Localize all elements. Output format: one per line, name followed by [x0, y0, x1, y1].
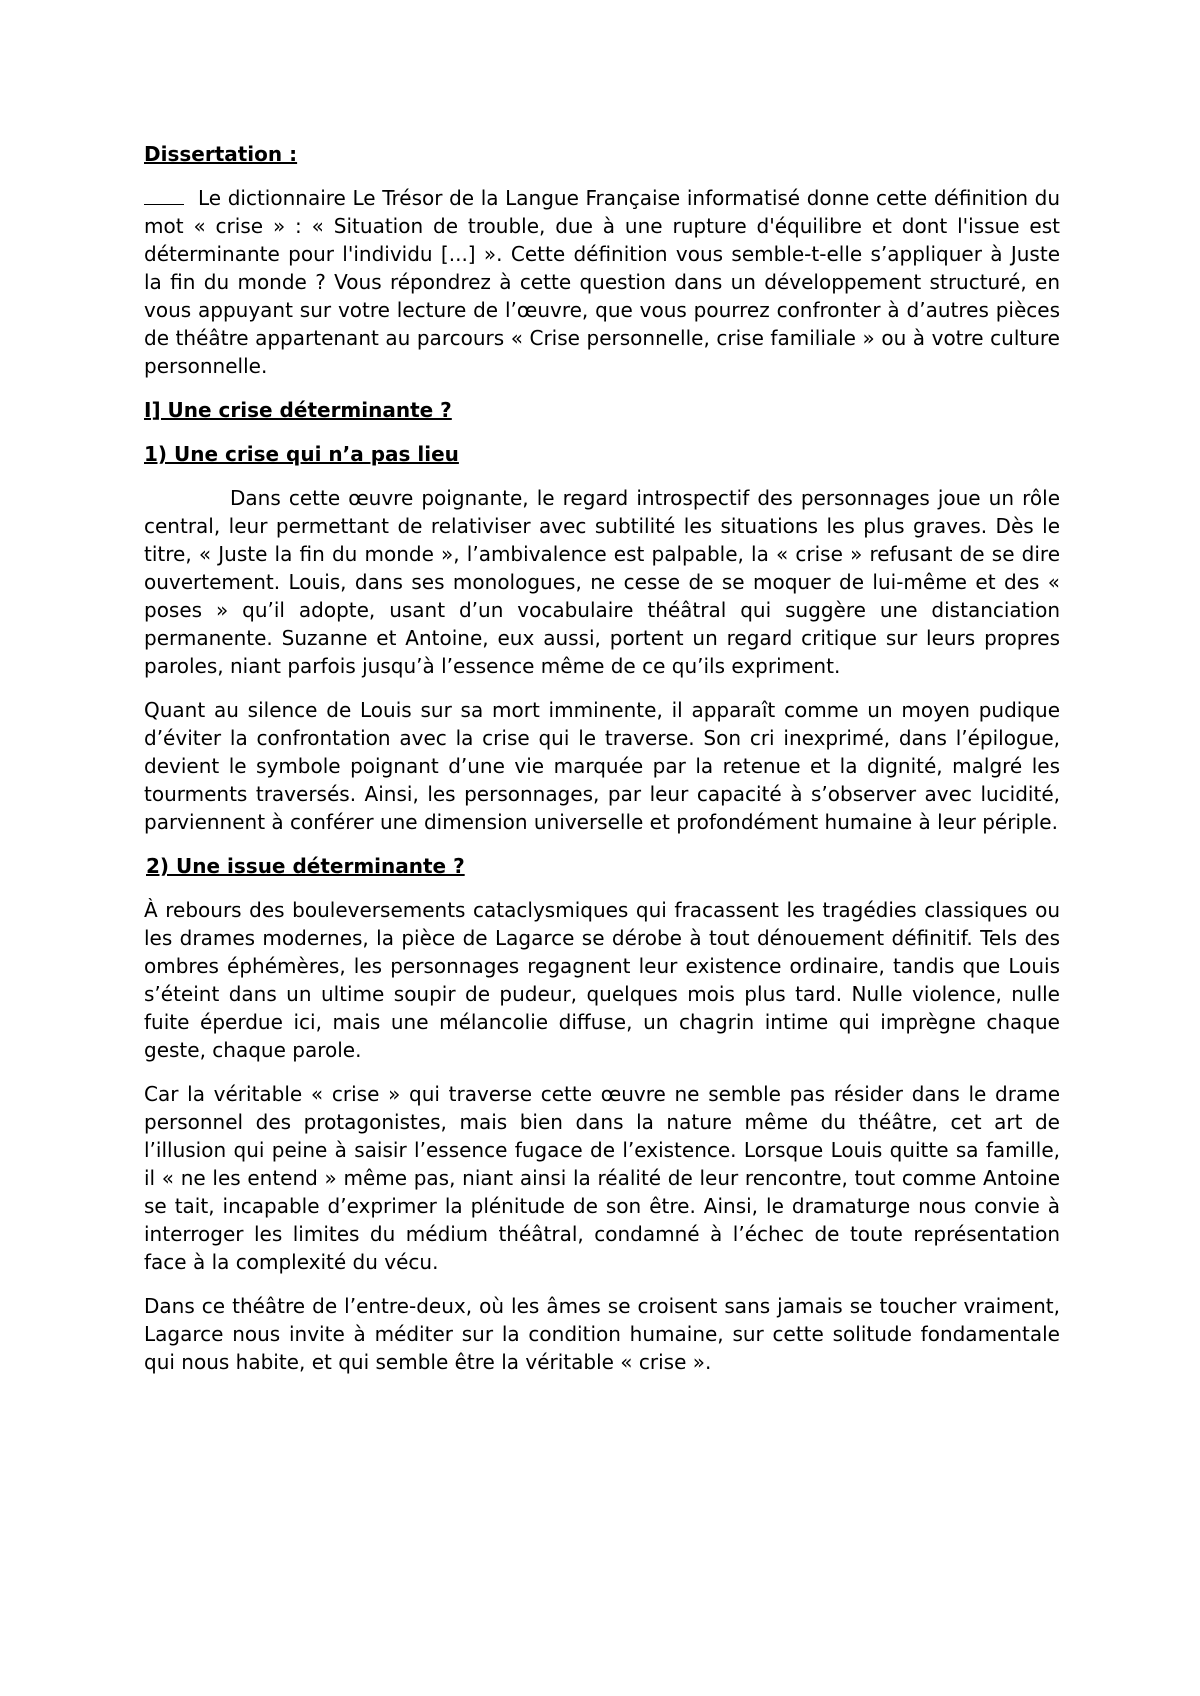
section-2-paragraph-3: Dans ce théâtre de l’entre-deux, où les âmes se croisent sans jamais se toucher vraiment, Lagarce nous invite à méditer sur la condition humaine, sur cette solitude fondamentale qui nous habite, et qui semble être la véritable « crise ».	[144, 1294, 1060, 1374]
section-1-paragraph-1: Dans cette œuvre poignante, le regard introspectif des personnages joue un rôle central, leur permettant de relativiser avec subtilité les situations les plus graves. Dès le titre, « Juste la fin du monde », l’ambivalence est palpable, la « crise » refusant de se dire ouvertement. Louis, dans ses monologues, ne cesse de se moquer de lui-même et des « poses » qu’il adopte, usant d’un vocabulaire théâtral qui suggère une distanciation permanente. Suzanne et Antoine, eux aussi, portent un regard critique sur leurs propres paroles, niant parfois jusqu’à l’essence même de ce qu’ils expriment.	[144, 486, 1060, 678]
section-1-paragraph-2: Quant au silence de Louis sur sa mort imminente, il apparaît comme un moyen pudique d’éviter la confrontation avec la crise qui le traverse. Son cri inexprimé, dans l’épilogue, devient le symbole poignant d’une vie marquée par la retenue et la dignité, malgré les tourments traversés. Ainsi, les personnages, par leur capacité à s’observer avec lucidité, parviennent à conférer une dimension universelle et profondément humaine à leur périple.	[144, 698, 1060, 834]
document-title: Dissertation :	[144, 142, 298, 166]
section-2-title: 2) Une issue déterminante ?	[146, 854, 465, 878]
document-page	[144, 140, 1060, 1392]
section-2-paragraph-1: À rebours des bouleversements cataclysmiques qui fracassent les tragédies classiques ou les drames modernes, la pièce de Lagarce se dérobe à tout dénouement définitif. Tels des ombres éphémères, les personnages regagnent leur existence ordinaire, tandis que Louis s’éteint dans un ultime soupir de pudeur, quelques mois plus tard. Nulle violence, nulle fuite éperdue ici, mais une mélancolie diffuse, un chagrin intime qui imprègne chaque geste, chaque parole.	[144, 898, 1060, 1062]
section-2-paragraph-2: Car la véritable « crise » qui traverse cette œuvre ne semble pas résider dans le drame personnel des protagonistes, mais bien dans la nature même du théâtre, cet art de l’illusion qui peine à saisir l’essence fugace de l’existence. Lorsque Louis quitte sa famille, il « ne les entend » même pas, niant ainsi la réalité de leur rencontre, tout comme Antoine se tait, incapable d’exprimer la plénitude de son être. Ainsi, le dramaturge nous convie à interroger les limites du médium théâtral, condamné à l’échec de toute représentation face à la complexité du vécu.	[144, 1082, 1060, 1274]
blank-line	[144, 186, 184, 205]
section-1-title: 1) Une crise qui n’a pas lieu	[144, 442, 459, 466]
part-1-title: I] Une crise déterminante ?	[144, 398, 452, 422]
subject-text: Le dictionnaire Le Trésor de la Langue Française informatisé donne cette définition du mot « crise » : « Situation de trouble, due à une rupture d'équilibre et dont l'issue est déterminante pour l'individu [...] ». Cette définition vous semble-t-elle s’appliquer à Juste la fin du monde ? Vous répondrez à cette question dans un développement structuré, en vous appuyant sur votre lecture de l’œuvre, que vous pourrez confronter à d’autres pièces de théâtre appartenant au parcours « Crise personnelle, crise familiale » ou à votre culture personnelle.	[144, 186, 1060, 378]
subject-paragraph	[144, 184, 1060, 380]
